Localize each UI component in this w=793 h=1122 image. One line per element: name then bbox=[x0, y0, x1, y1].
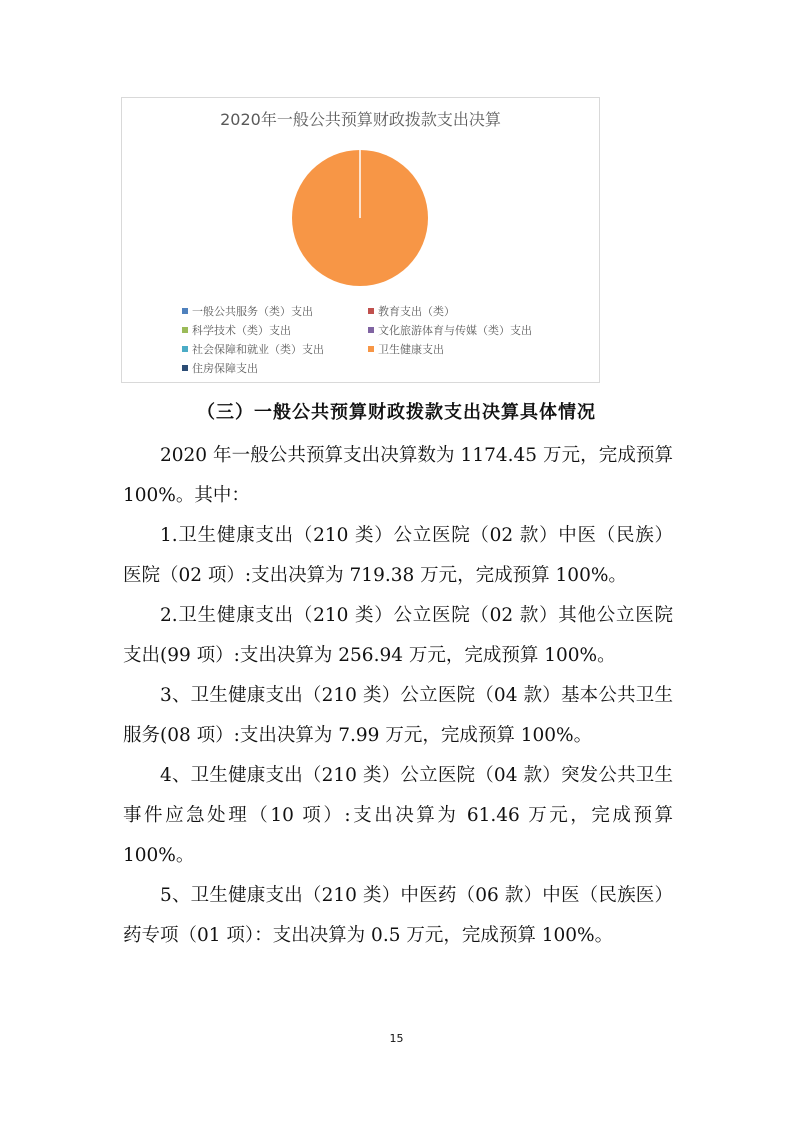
legend-swatch bbox=[368, 308, 374, 314]
legend-label: 科学技术（类）支出 bbox=[192, 324, 291, 337]
section-heading: （三）一般公共预算财政拨款支出决算具体情况 bbox=[197, 402, 596, 423]
legend-swatch bbox=[182, 308, 188, 314]
paragraph-item-4: 4、卫生健康支出（210 类）公立医院（04 款）突发公共卫生事件应急处理（10 项）:支出决算为 61.46 万元，完成预算 100%。 bbox=[123, 765, 673, 866]
legend-item bbox=[368, 305, 455, 319]
chart-title: 2020年一般公共预算财政拨款支出决算 bbox=[220, 110, 501, 129]
paragraph-item-1: 1.卫生健康支出（210 类）公立医院（02 款）中医（民族）医院（02 项）:支出决算为 719.38 万元，完成预算 100%。 bbox=[123, 525, 673, 586]
paragraph-item-3: 3、卫生健康支出（210 类）公立医院（04 款）基本公共卫生服务(08 项）:支出决算为 7.99 万元，完成预算 100%。 bbox=[123, 685, 673, 746]
page-number: 15 bbox=[389, 1032, 404, 1045]
legend-label: 一般公共服务（类）支出 bbox=[192, 305, 313, 318]
paragraph-item-5: 5、卫生健康支出（210 类）中医药（06 款）中医（民族医）药专项（01 项）：支出决算为 0.5 万元，完成预算 100%。 bbox=[123, 885, 673, 946]
legend-item bbox=[182, 324, 291, 338]
legend-label: 文化旅游体育与传媒（类）支出 bbox=[378, 324, 532, 337]
legend-label: 卫生健康支出 bbox=[378, 343, 444, 356]
legend-label: 教育支出（类） bbox=[378, 305, 455, 318]
paragraph-summary: 2020 年一般公共预算支出决算数为 1174.45 万元，完成预算 100%。其中： bbox=[123, 445, 673, 506]
legend-label: 社会保障和就业（类）支出 bbox=[192, 343, 324, 356]
legend-item bbox=[368, 324, 532, 338]
legend-item bbox=[182, 305, 313, 319]
legend-item bbox=[182, 362, 258, 376]
legend-item bbox=[368, 343, 444, 357]
legend-swatch bbox=[182, 346, 188, 352]
legend-item bbox=[182, 343, 324, 357]
legend-swatch bbox=[368, 327, 374, 333]
pie-chart bbox=[121, 97, 600, 383]
legend-swatch bbox=[182, 327, 188, 333]
pie-svg bbox=[122, 98, 599, 382]
legend-swatch bbox=[368, 346, 374, 352]
legend-swatch bbox=[182, 365, 188, 371]
paragraph-item-2: 2.卫生健康支出（210 类）公立医院（02 款）其他公立医院支出(99 项）:支出决算为 256.94 万元，完成预算 100%。 bbox=[123, 605, 673, 666]
legend-label: 住房保障支出 bbox=[192, 362, 258, 375]
